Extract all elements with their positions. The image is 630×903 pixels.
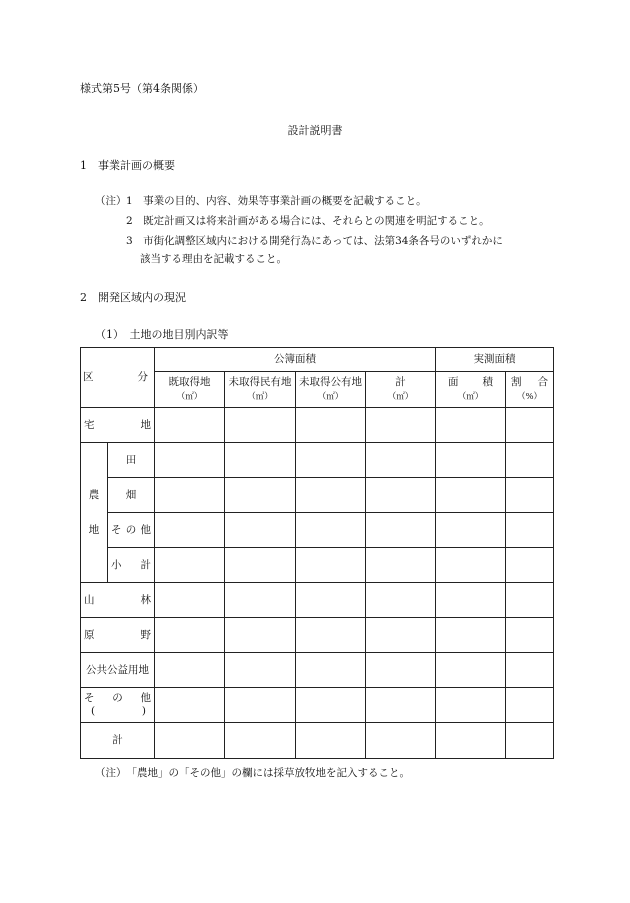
- header-acquired: 既取得地 （㎡）: [155, 372, 225, 408]
- data-cell[interactable]: [296, 688, 366, 723]
- data-cell[interactable]: [155, 583, 225, 618]
- row-label-genya: 原 野: [81, 618, 155, 653]
- row-label-total: 計: [81, 723, 155, 759]
- row-label-farm-other: そ の 他: [108, 513, 155, 548]
- data-cell[interactable]: [225, 513, 296, 548]
- data-cell[interactable]: [155, 723, 225, 759]
- header-ratio: 割 合 （%）: [506, 372, 554, 408]
- data-cell[interactable]: [436, 583, 506, 618]
- data-cell[interactable]: [155, 478, 225, 513]
- section1-note-3: 3 市街化調整区域内における開発行為にあっては、法第34条各号のいずれかに: [126, 235, 503, 247]
- data-cell[interactable]: [366, 513, 436, 548]
- data-cell[interactable]: [155, 408, 225, 443]
- data-cell[interactable]: [506, 688, 554, 723]
- row-label-ta: 田: [108, 443, 155, 478]
- data-cell[interactable]: [366, 583, 436, 618]
- section2-subheading: （1） 土地の地目別内訳等: [95, 328, 229, 341]
- data-cell[interactable]: [225, 583, 296, 618]
- data-cell[interactable]: [296, 723, 366, 759]
- data-cell[interactable]: [436, 513, 506, 548]
- data-cell[interactable]: [366, 443, 436, 478]
- page-title: 設計説明書: [287, 124, 343, 137]
- data-cell[interactable]: [436, 653, 506, 688]
- data-cell[interactable]: [296, 618, 366, 653]
- data-cell[interactable]: [506, 583, 554, 618]
- data-cell[interactable]: [225, 548, 296, 583]
- data-cell[interactable]: [436, 443, 506, 478]
- header-unacquired-public: 未取得公有地 （㎡）: [296, 372, 366, 408]
- section1-note-1: 1 事業の目的、内容、効果等事業計画の概要を記載すること。: [126, 195, 427, 207]
- header-subtotal: 計 （㎡）: [366, 372, 436, 408]
- row-label-takuchi: 宅 地: [81, 408, 155, 443]
- data-cell[interactable]: [296, 583, 366, 618]
- data-cell[interactable]: [155, 618, 225, 653]
- table-footnote: （注） 「農地」の「その他」の欄には採草放牧地を記入すること。: [95, 767, 410, 779]
- data-cell[interactable]: [436, 618, 506, 653]
- data-cell[interactable]: [225, 618, 296, 653]
- data-cell[interactable]: [296, 513, 366, 548]
- data-cell[interactable]: [436, 408, 506, 443]
- header-measured-area: 実測面積: [436, 348, 554, 372]
- data-cell[interactable]: [155, 548, 225, 583]
- data-cell[interactable]: [506, 723, 554, 759]
- data-cell[interactable]: [366, 408, 436, 443]
- data-cell[interactable]: [155, 653, 225, 688]
- data-cell[interactable]: [366, 653, 436, 688]
- data-cell[interactable]: [506, 513, 554, 548]
- data-cell[interactable]: [155, 513, 225, 548]
- section1-note-2: 2 既定計画又は将来計画がある場合には、それらとの関連を明記すること。: [126, 215, 490, 227]
- data-cell[interactable]: [155, 443, 225, 478]
- data-cell[interactable]: [506, 653, 554, 688]
- row-label-nochi: 農 地: [81, 443, 108, 583]
- section1-notes-label: （注）: [95, 195, 127, 207]
- form-number: 様式第5号（第4条関係）: [80, 82, 204, 95]
- data-cell[interactable]: [296, 653, 366, 688]
- data-cell[interactable]: [366, 618, 436, 653]
- data-cell[interactable]: [225, 723, 296, 759]
- data-cell[interactable]: [506, 478, 554, 513]
- row-label-hatake: 畑: [108, 478, 155, 513]
- row-label-sanrin: 山 林: [81, 583, 155, 618]
- data-cell[interactable]: [155, 688, 225, 723]
- header-area: 面 積 （㎡）: [436, 372, 506, 408]
- land-category-table: [80, 347, 554, 759]
- data-cell[interactable]: [436, 723, 506, 759]
- data-cell[interactable]: [225, 443, 296, 478]
- data-cell[interactable]: [296, 548, 366, 583]
- section2-heading: 2 開発区域内の現況: [80, 291, 186, 304]
- data-cell[interactable]: [296, 478, 366, 513]
- data-cell[interactable]: [506, 618, 554, 653]
- row-label-public-land: 公共公益用地: [81, 653, 155, 688]
- data-cell[interactable]: [506, 408, 554, 443]
- data-cell[interactable]: [225, 688, 296, 723]
- header-official-area: 公簿面積: [155, 348, 436, 372]
- data-cell[interactable]: [225, 408, 296, 443]
- row-label-farm-subtotal: 小 計: [108, 548, 155, 583]
- data-cell[interactable]: [436, 548, 506, 583]
- section1-note-3-continued: 該当する理由を記載すること。: [140, 253, 287, 265]
- data-cell[interactable]: [506, 548, 554, 583]
- data-cell[interactable]: [436, 478, 506, 513]
- data-cell[interactable]: [506, 443, 554, 478]
- data-cell[interactable]: [366, 688, 436, 723]
- header-kubun: 区 分: [81, 348, 155, 408]
- section1-heading: 1 事業計画の概要: [80, 159, 175, 172]
- data-cell[interactable]: [225, 478, 296, 513]
- row-label-other: そ の 他 ( ): [81, 688, 155, 723]
- data-cell[interactable]: [296, 408, 366, 443]
- data-cell[interactable]: [366, 548, 436, 583]
- data-cell[interactable]: [225, 653, 296, 688]
- header-unacquired-private: 未取得民有地 （㎡）: [225, 372, 296, 408]
- data-cell[interactable]: [366, 478, 436, 513]
- data-cell[interactable]: [436, 688, 506, 723]
- data-cell[interactable]: [296, 443, 366, 478]
- data-cell[interactable]: [366, 723, 436, 759]
